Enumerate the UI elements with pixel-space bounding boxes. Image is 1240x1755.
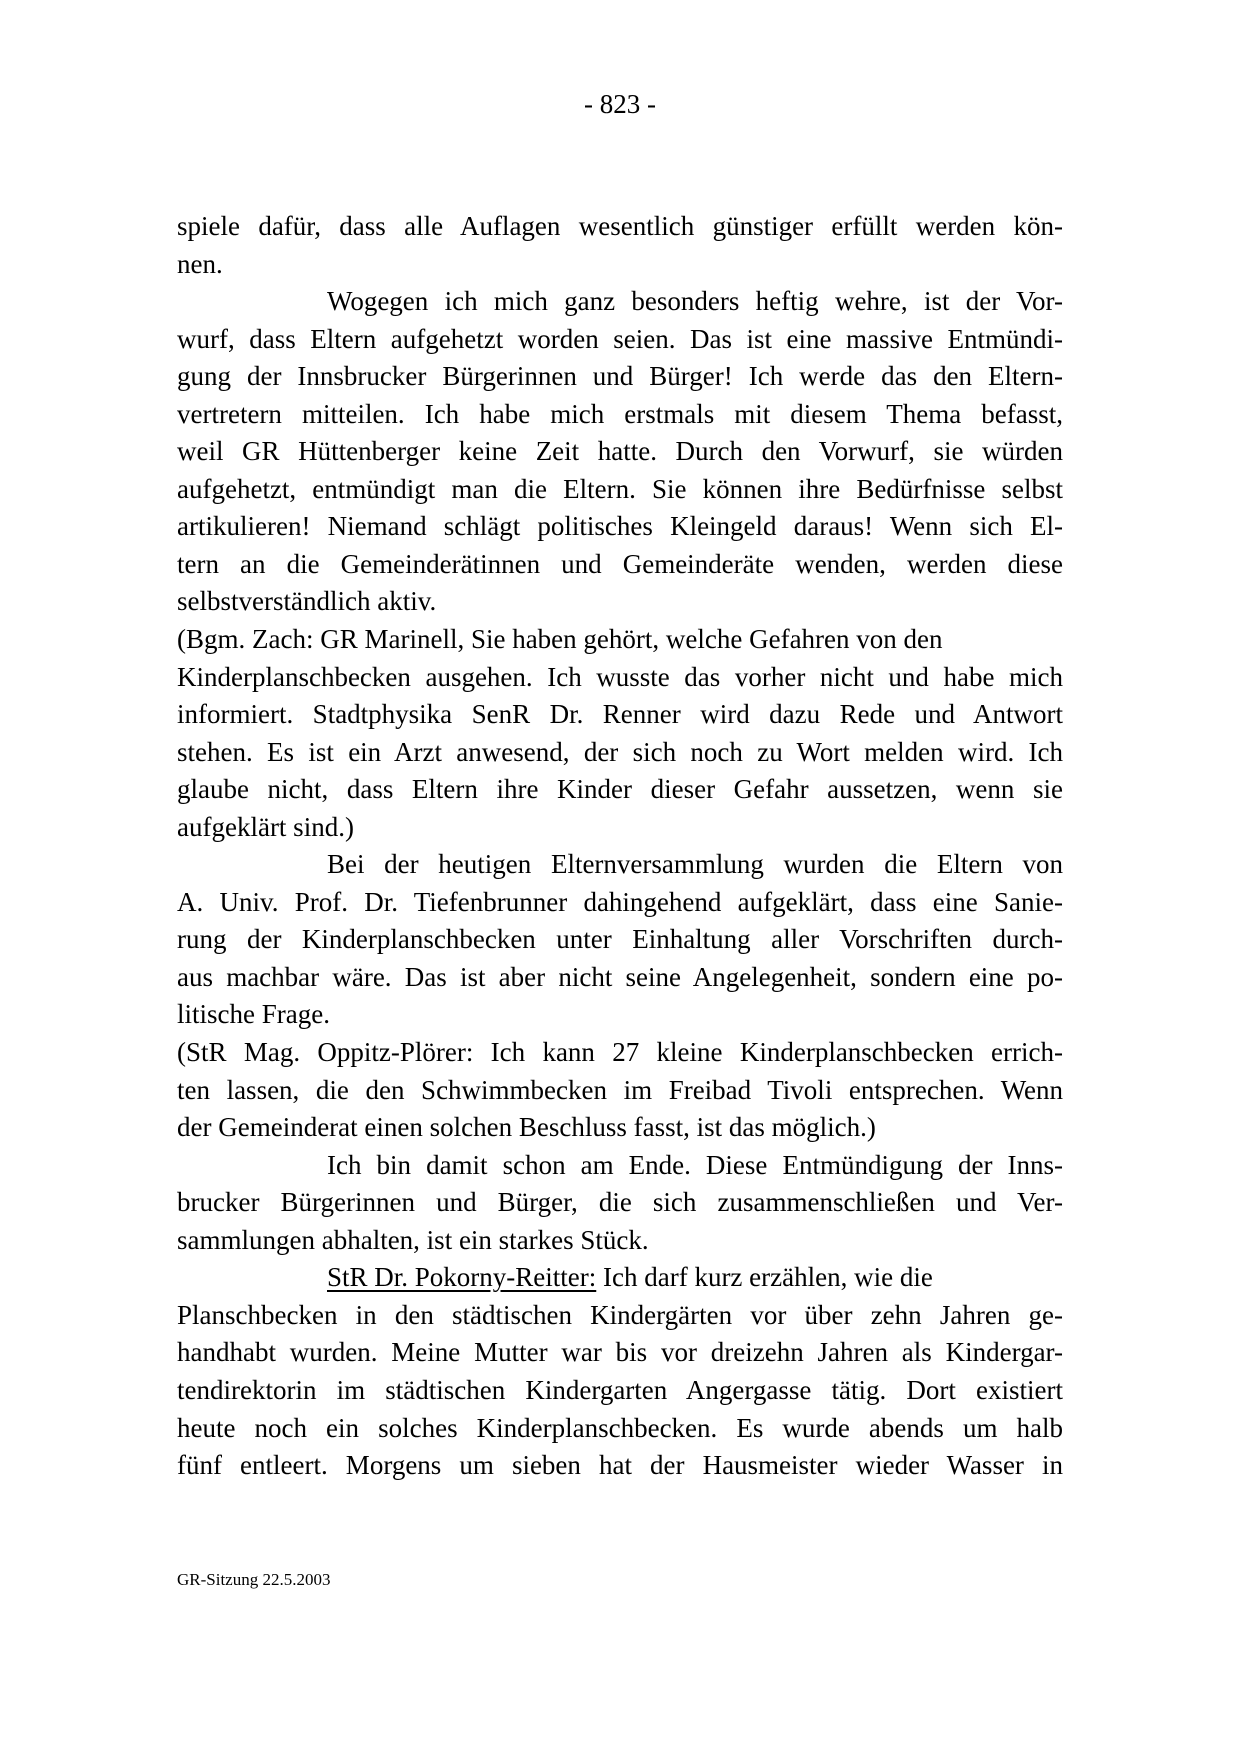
paragraph-first-line: Ich bin damit schon am Ende. Diese Entmündigung der Inns- [327,1149,1063,1180]
text-line: fünf entleert. Morgens um sieben hat der Hausmeister wieder Wasser in [177,1450,1063,1481]
text-line: aus machbar wäre. Das ist aber nicht seine Angelegenheit, sondern eine po- [177,961,1063,992]
text-line: informiert. Stadtphysika SenR Dr. Renner wird dazu Rede und Antwort [177,699,1063,730]
footer: GR-Sitzung 22.5.2003 [177,1570,331,1589]
text-line: Planschbecken in den städtischen Kindergärten vor über zehn Jahren ge- [177,1299,1063,1330]
text-line: weil GR Hüttenberger keine Zeit hatte. Durch den Vorwurf, sie würden [177,436,1063,467]
speaker-text: Ich darf kurz erzählen, wie die [596,1262,933,1293]
text-line: selbstverständlich aktiv. [177,586,437,617]
text-line: sammlungen abhalten, ist ein starkes Stück. [177,1224,649,1255]
text-line: wurf, dass Eltern aufgehetzt worden seien. Das ist eine massive Entmündi- [177,323,1063,354]
page-number: - 823 - [584,89,656,119]
text-line: ten lassen, die den Schwimmbecken im Freibad Tivoli entsprechen. Wenn [177,1074,1063,1105]
text-line: artikulieren! Niemand schlägt politisches Kleingeld daraus! Wenn sich El- [177,511,1063,542]
text-line: rung der Kinderplanschbecken unter Einhaltung aller Vorschriften durch- [177,924,1063,955]
text-line: nen. [177,248,223,279]
text-line: gung der Innsbrucker Bürgerinnen und Bürger! Ich werde das den Eltern- [177,361,1063,392]
text-line: brucker Bürgerinnen und Bürger, die sich zusammenschließen und Ver- [177,1187,1063,1218]
interjection-line: (StR Mag. Oppitz-Plörer: Ich kann 27 kleine Kinderplanschbecken errich- [177,1037,1063,1068]
interjection-line: (Bgm. Zach: GR Marinell, Sie haben gehört, welche Gefahren von den [177,624,943,655]
text-line: aufgehetzt, entmündigt man die Eltern. Sie können ihre Bedürfnisse selbst [177,473,1063,504]
speaker-line [177,1259,1063,1297]
text-line: aufgeklärt sind.) [177,811,354,842]
text-line: Kinderplanschbecken ausgehen. Ich wusste das vorher nicht und habe mich [177,661,1063,692]
text-line: handhabt wurden. Meine Mutter war bis vor dreizehn Jahren als Kindergar- [177,1337,1063,1368]
paragraph-first-line: Bei der heutigen Elternversammlung wurden die Eltern von [327,849,1063,880]
speaker-name: StR Dr. Pokorny-Reitter: [327,1262,597,1293]
text-line: stehen. Es ist ein Arzt anwesend, der sich noch zu Wort melden wird. Ich [177,736,1063,767]
text-line: tern an die Gemeinderätinnen und Gemeinderäte wenden, werden diese [177,548,1063,579]
text-line: A. Univ. Prof. Dr. Tiefenbrunner dahingehend aufgeklärt, dass eine Sanie- [177,886,1063,917]
text-line: spiele dafür, dass alle Auflagen wesentlich günstiger erfüllt werden kön- [177,211,1063,241]
text-line: der Gemeinderat einen solchen Beschluss fasst, ist das möglich.) [177,1112,876,1143]
text-line: tendirektorin im städtischen Kindergarten Angergasse tätig. Dort existiert [177,1374,1063,1405]
text-line: litische Frage. [177,999,330,1030]
text-line: vertretern mitteilen. Ich habe mich erstmals mit diesem Thema befasst, [177,398,1063,429]
body-text [177,208,1063,1485]
paragraph-first-line: Wogegen ich mich ganz besonders heftig wehre, ist der Vor- [327,286,1063,317]
text-line: glaube nicht, dass Eltern ihre Kinder dieser Gefahr aussetzen, wenn sie [177,774,1063,805]
text-line: heute noch ein solches Kinderplanschbecken. Es wurde abends um halb [177,1412,1063,1443]
